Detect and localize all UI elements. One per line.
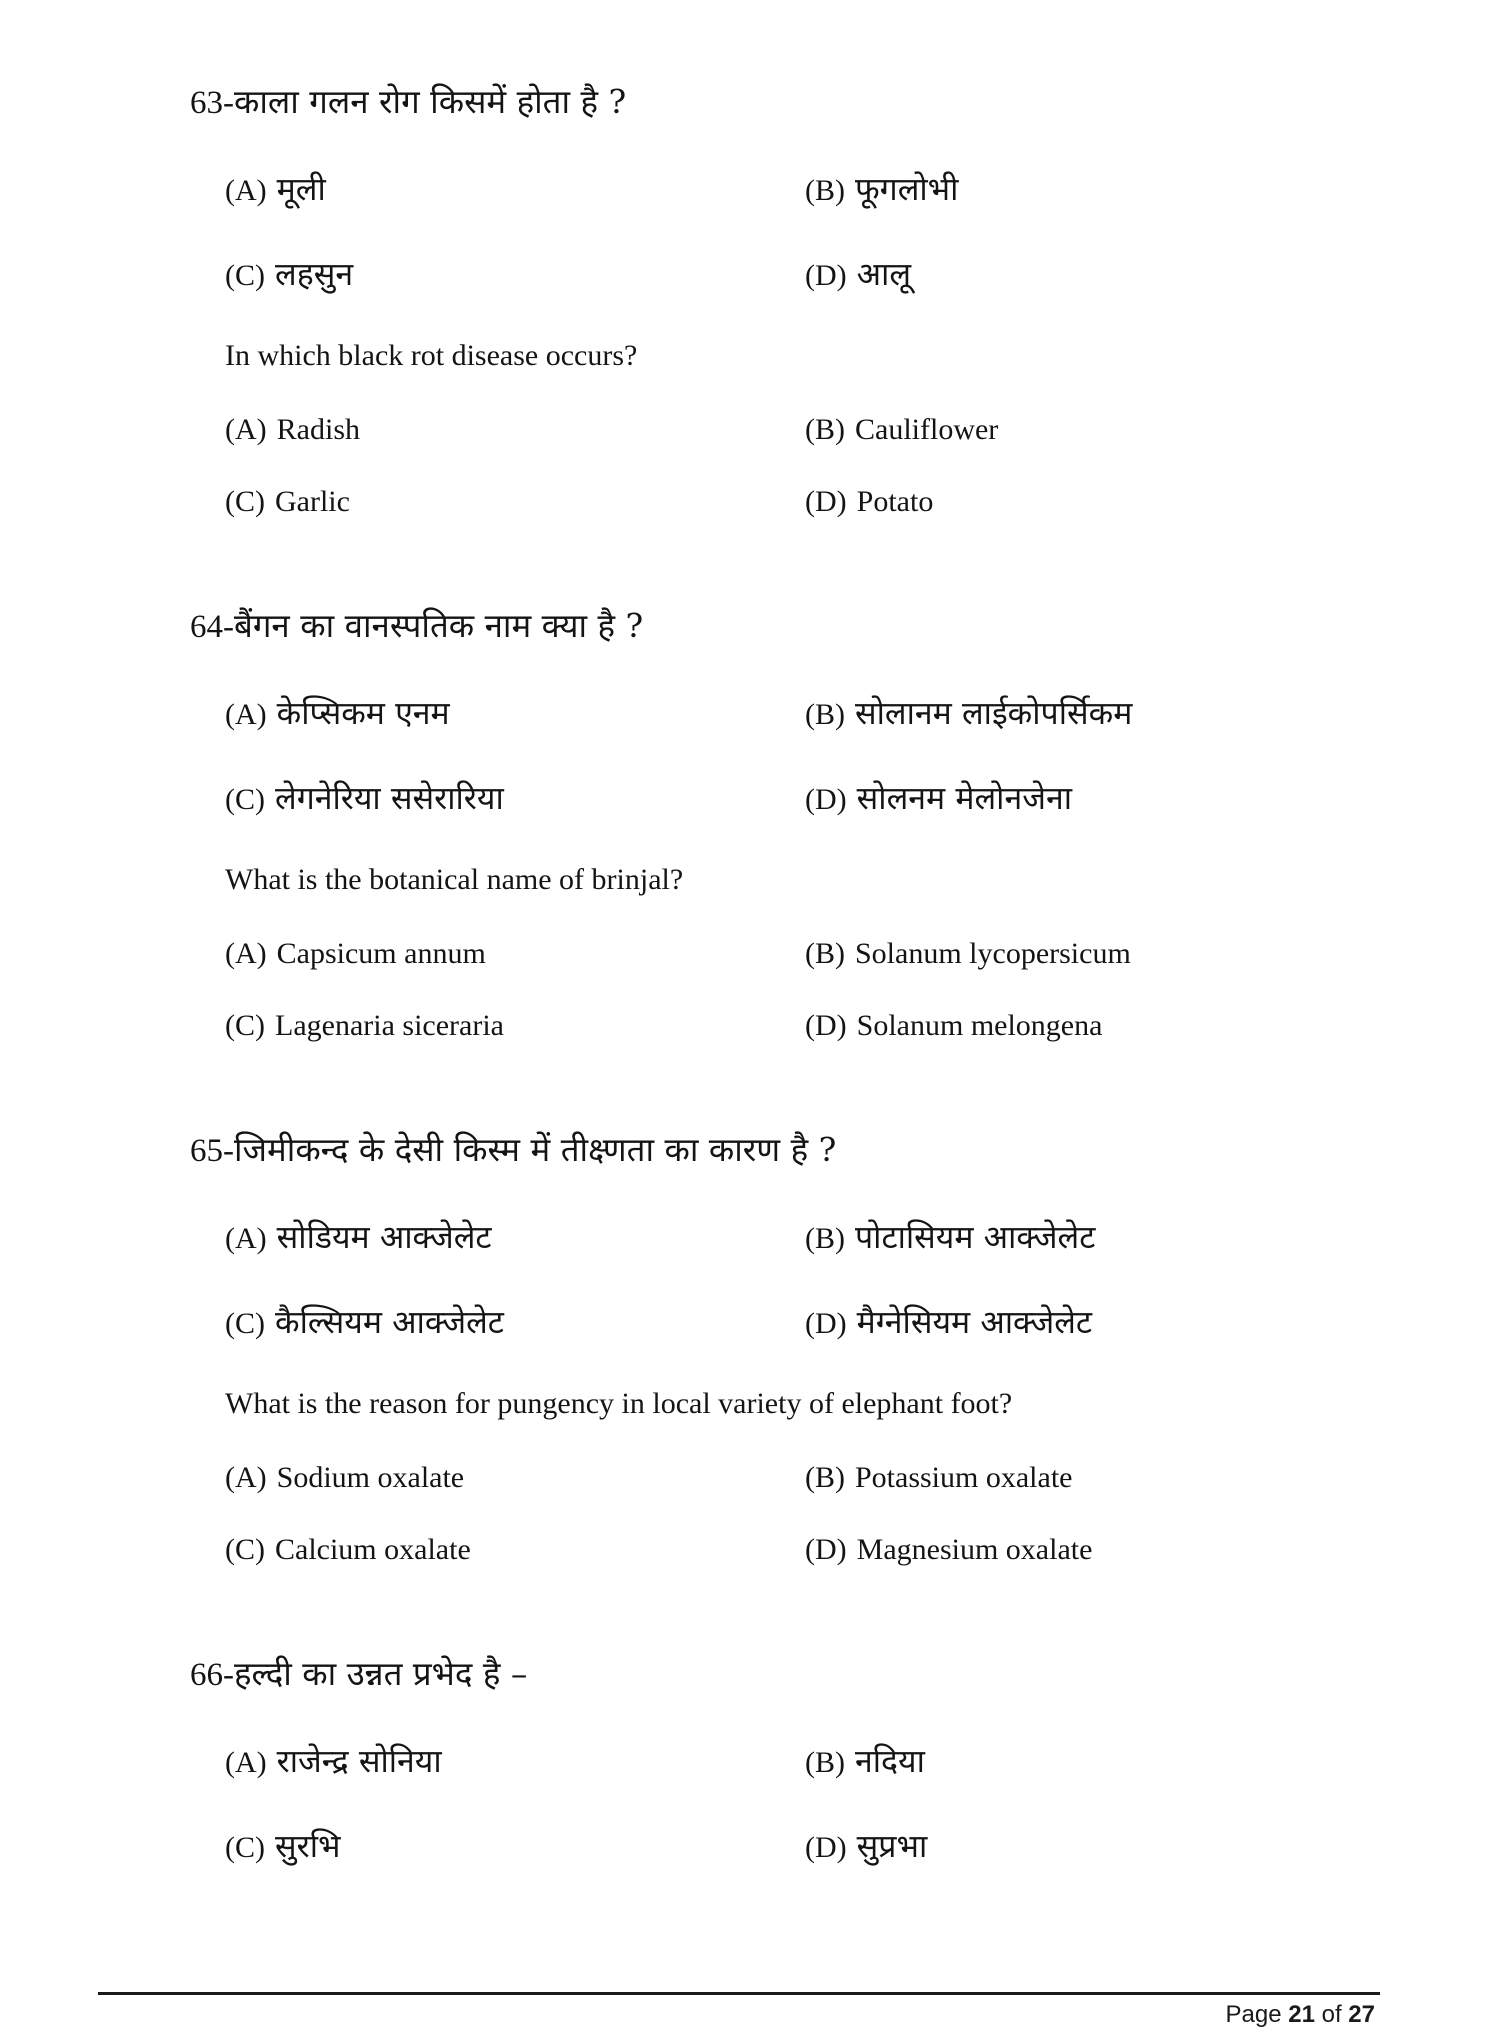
english-option-d: (D) Magnesium oxalate (805, 1533, 1093, 1566)
english-question-text: In which black rot disease occurs? (225, 339, 638, 372)
hindi-option-d: (D) सुप्रभा (805, 1827, 928, 1865)
hindi-option-a: (A) सोडियम आक्जेलेट (225, 1218, 492, 1256)
hindi-option-b: (B) सोलानम लाईकोपर्सिकम (805, 694, 1133, 732)
english-option-b: (B) Potassium oxalate (805, 1461, 1073, 1494)
hindi-option-d: (D) आलू (805, 255, 912, 293)
hindi-option-b: (B) नदिया (805, 1742, 925, 1780)
english-option-d: (D) Potato (805, 485, 934, 518)
english-option-c: (C) Garlic (225, 485, 350, 518)
hindi-option-b: (B) पोटासियम आक्जेलेट (805, 1218, 1096, 1256)
hindi-question-text: हल्दी का उन्नत प्रभेद है – (234, 1654, 528, 1693)
english-option-b: (B) Cauliflower (805, 413, 999, 446)
footer-divider (98, 1992, 1380, 1995)
hindi-question-text: काला गलन रोग किसमें होता है ? (234, 82, 627, 121)
total-pages: 27 (1348, 2001, 1375, 2028)
hindi-option-c: (C) लहसुन (225, 255, 354, 293)
hindi-option-d: (D) मैग्नेसियम आक्जेलेट (805, 1303, 1093, 1341)
current-page: 21 (1288, 2001, 1315, 2028)
question-title (190, 82, 626, 123)
hindi-option-d: (D) सोलनम मेलोनजेना (805, 779, 1073, 817)
hindi-question-text: बैंगन का वानस्पतिक नाम क्या है ? (234, 606, 644, 645)
hindi-option-b: (B) फूगलोभी (805, 170, 959, 208)
hindi-option-c: (C) लेगनेरिया ससेरारिया (225, 779, 504, 817)
english-option-a: (A) Capsicum annum (225, 937, 486, 970)
hindi-option-a: (A) मूली (225, 170, 326, 208)
question-number: 66- (190, 1657, 234, 1693)
question-title (190, 1654, 527, 1695)
question-number: 65- (190, 1133, 234, 1169)
page-number: Page 21 of 27 (1225, 2001, 1375, 2028)
question-number: 64- (190, 609, 234, 645)
hindi-option-a: (A) राजेन्द्र सोनिया (225, 1742, 442, 1780)
english-option-d: (D) Solanum melongena (805, 1009, 1103, 1042)
english-option-b: (B) Solanum lycopersicum (805, 937, 1131, 970)
question-title (190, 1130, 836, 1171)
question-number: 63- (190, 85, 234, 121)
english-question-text: What is the botanical name of brinjal? (225, 863, 684, 896)
english-question-text: What is the reason for pungency in local variety of elephant foot? (225, 1387, 1013, 1420)
english-option-c: (C) Lagenaria siceraria (225, 1009, 504, 1042)
hindi-option-c: (C) कैल्सियम आक्जेलेट (225, 1303, 504, 1341)
question-title (190, 606, 643, 647)
hindi-question-text: जिमीकन्द के देसी किस्म में तीक्ष्णता का कारण है ? (234, 1130, 837, 1169)
english-option-a: (A) Radish (225, 413, 360, 446)
english-option-c: (C) Calcium oxalate (225, 1533, 471, 1566)
hindi-option-c: (C) सुरभि (225, 1827, 341, 1865)
hindi-option-a: (A) केप्सिकम एनम (225, 694, 450, 732)
english-option-a: (A) Sodium oxalate (225, 1461, 465, 1494)
